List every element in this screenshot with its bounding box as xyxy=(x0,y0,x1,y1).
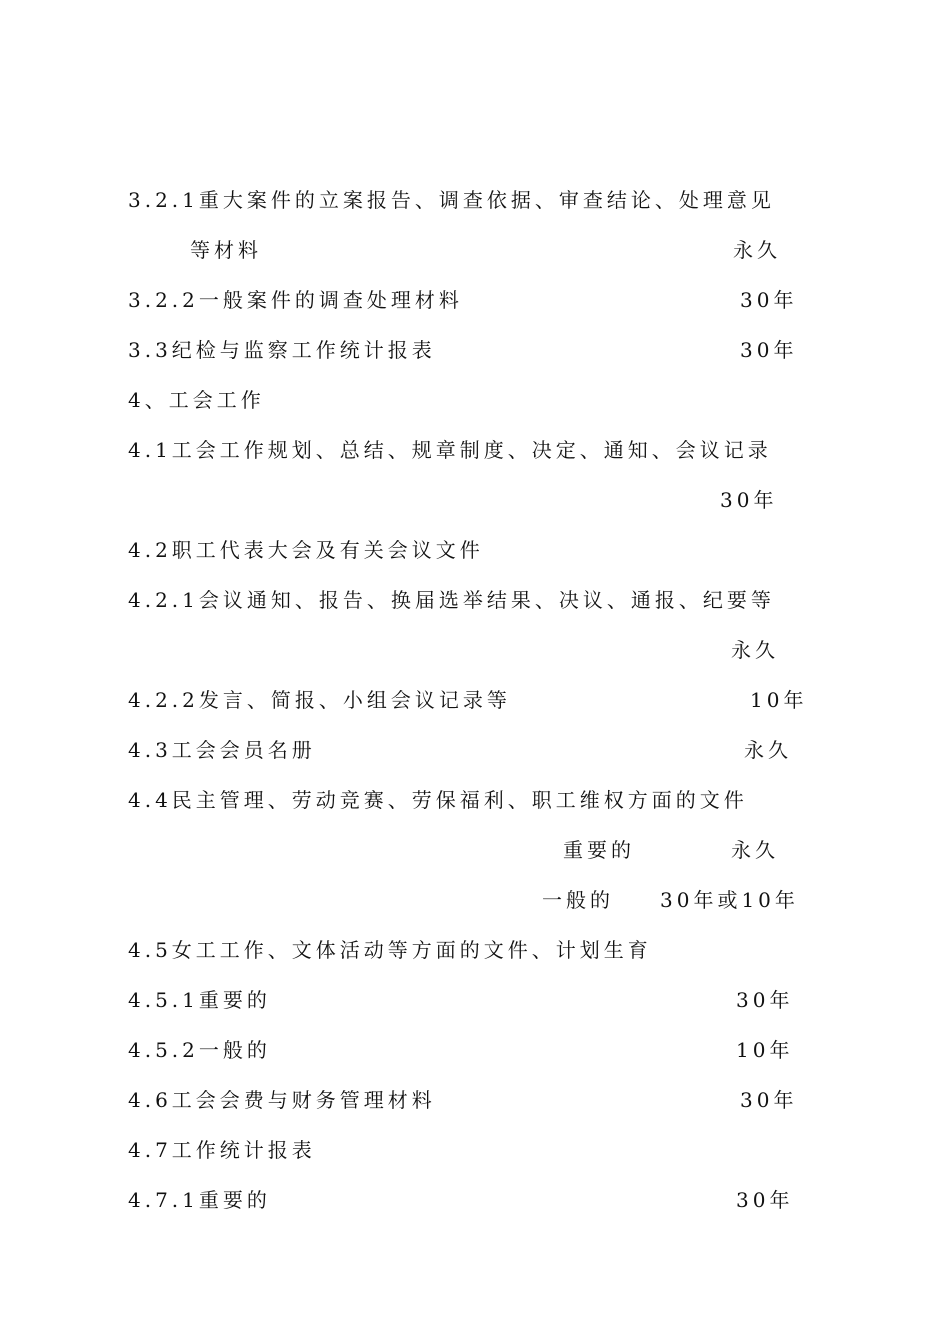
item-3-3: 3.3纪检与监察工作统计报表 xyxy=(128,338,436,362)
item-4-3: 4.3工会会员名册 xyxy=(128,738,316,762)
retention-period: 30年或10年 xyxy=(660,888,799,912)
item-4-2-1: 4.2.1会议通知、报告、换届选举结果、决议、通报、纪要等 xyxy=(128,588,775,612)
retention-period: 10年 xyxy=(750,688,808,712)
importance-label: 重要的 xyxy=(563,838,635,862)
importance-label: 一般的 xyxy=(542,888,614,912)
retention-period: 永久 xyxy=(731,638,779,662)
retention-period: 30年 xyxy=(720,488,778,512)
retention-period: 永久 xyxy=(731,838,779,862)
item-4-5-2: 4.5.2一般的 xyxy=(128,1038,271,1062)
item-4-2-2: 4.2.2发言、简报、小组会议记录等 xyxy=(128,688,511,712)
item-4-4: 4.4民主管理、劳动竞赛、劳保福利、职工维权方面的文件 xyxy=(128,788,748,812)
item-3-2-1: 3.2.1重大案件的立案报告、调查依据、审查结论、处理意见 xyxy=(128,188,775,212)
item-4-6: 4.6工会会费与财务管理材料 xyxy=(128,1088,436,1112)
retention-period: 永久 xyxy=(744,738,792,762)
item-3-2-2: 3.2.2一般案件的调查处理材料 xyxy=(128,288,463,312)
item-4-7-1: 4.7.1重要的 xyxy=(128,1188,271,1212)
retention-period: 30年 xyxy=(740,338,798,362)
item-4-5-1: 4.5.1重要的 xyxy=(128,988,271,1012)
item-3-2-1-continued: 等材料 xyxy=(190,238,262,262)
item-4-2: 4.2职工代表大会及有关会议文件 xyxy=(128,538,484,562)
retention-period: 30年 xyxy=(740,288,798,312)
item-4-1: 4.1工会工作规划、总结、规章制度、决定、通知、会议记录 xyxy=(128,438,772,462)
retention-period: 30年 xyxy=(740,1088,798,1112)
retention-period: 30年 xyxy=(736,988,794,1012)
retention-period: 永久 xyxy=(733,238,781,262)
section-4-heading: 4、工会工作 xyxy=(128,388,265,412)
retention-period: 10年 xyxy=(736,1038,794,1062)
retention-period: 30年 xyxy=(736,1188,794,1212)
item-4-7: 4.7工作统计报表 xyxy=(128,1138,316,1162)
item-4-5: 4.5女工工作、文体活动等方面的文件、计划生育 xyxy=(128,938,652,962)
